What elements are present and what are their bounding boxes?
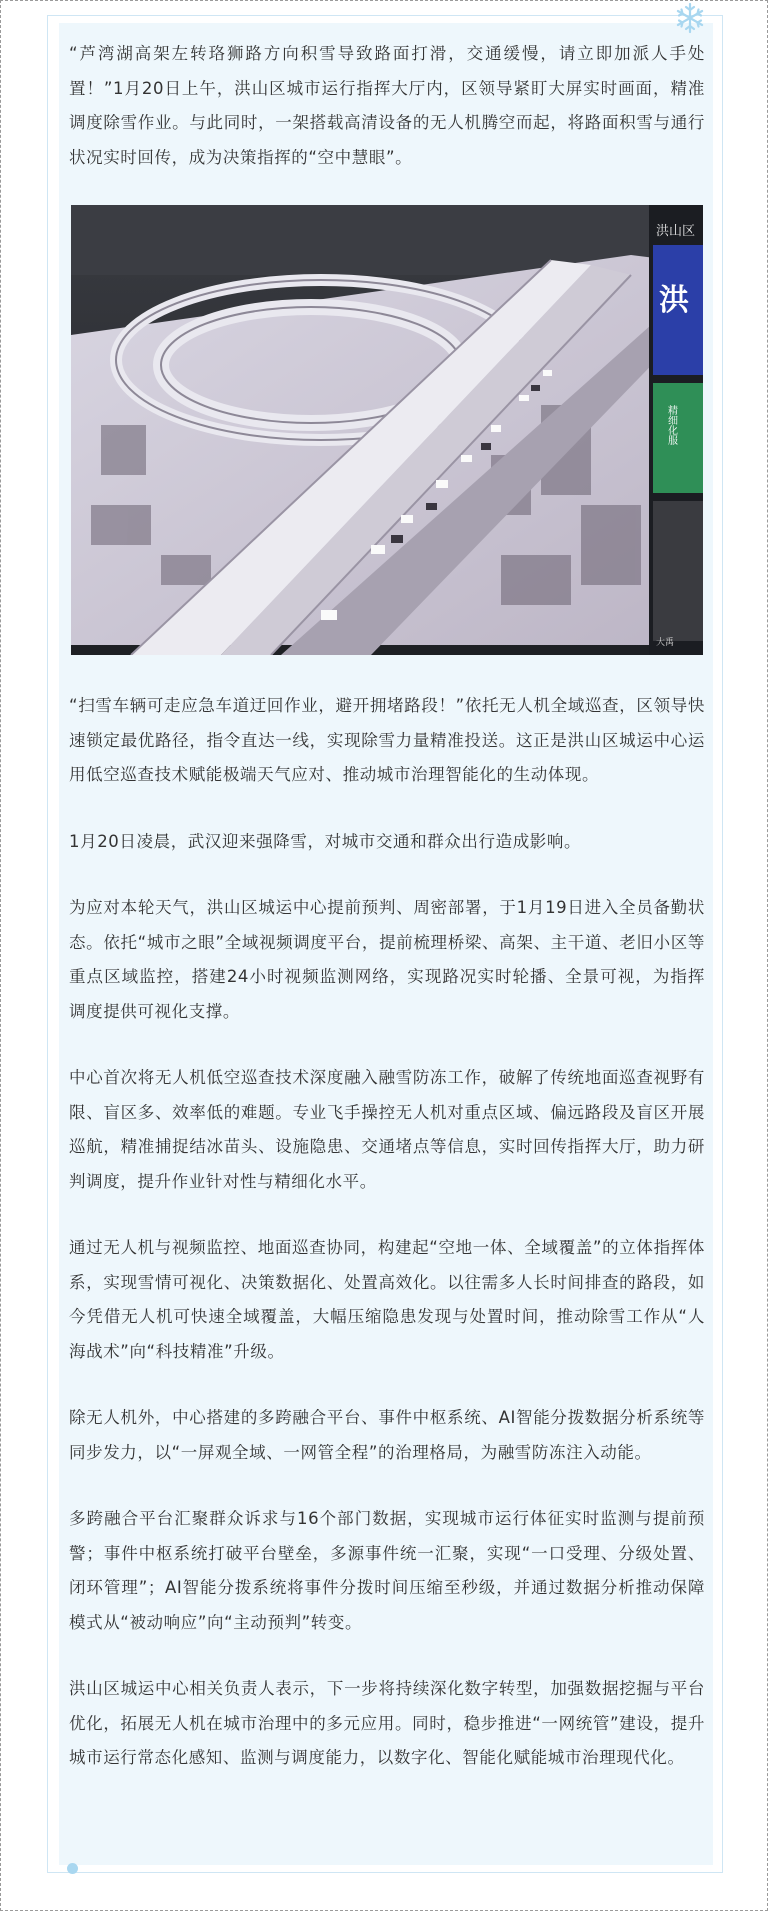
paragraph-9: 洪山区城运中心相关负责人表示，下一步将持续深化数字转型，加强数据挖掘与平台优化，拓展无人机在城市治理中的多元应用。同时，稳步推进“一网统管”建设，提升城市运行常态化感知、监测与调度能力，以数字化、智能化赋能城市治理现代化。: [69, 1679, 705, 1767]
corner-mark: 大禹: [656, 637, 675, 647]
paragraph-7: 除无人机外，中心搭建的多跨融合平台、事件中枢系统、AI智能分拨数据分析系统等同步发力，以“一屏观全域、一网管全程”的治理格局，为融雪防冻注入动能。: [69, 1408, 705, 1462]
article-content: [69, 37, 705, 1776]
drone-aerial-photo: [71, 205, 703, 655]
paragraph-2: “扫雪车辆可走应急车道迂回作业，避开拥堵路段！”依托无人机全域巡查，区领导快速锁定最优路径，指令直达一线，实现除雪力量精准投送。这正是洪山区城运中心运用低空巡查技术赋能极端天气应对、推动城市治理智能化的生动体现。: [69, 696, 705, 784]
paragraph-8: 多跨融合平台汇聚群众诉求与16个部门数据，实现城市运行体征实时监测与提前预警；事件中枢系统打破平台壁垒，多源事件统一汇聚，实现“一口受理、分级处置、闭环管理”；AI智能分拨系统将事件分拨时间压缩至秒级，并通过数据分析推动保障模式从“被动响应”向“主动预判”转变。: [69, 1509, 705, 1632]
screen-label-top: 洪山区: [656, 223, 696, 238]
paragraph-6: 通过无人机与视频监控、地面巡查协同，构建起“空地一体、全域覆盖”的立体指挥体系，实现雪情可视化、决策数据化、处置高效化。以往需多人长时间排查的路段，如今凭借无人机可快速全域覆盖，大幅压缩隐患发现与处置时间，推动除雪工作从“人海战术”向“科技精准”升级。: [69, 1238, 705, 1361]
paragraph-5: 中心首次将无人机低空巡查技术深度融入融雪防冻工作，破解了传统地面巡查视野有限、盲区多、效率低的难题。专业飞手操控无人机对重点区域、偏远路段及盲区开展巡航，精准捕捉结冰苗头、设施隐患、交通堵点等信息，实时回传指挥大厅，助力研判调度，提升作业针对性与精细化水平。: [69, 1068, 705, 1191]
snowflake-icon: [673, 1, 707, 35]
paragraph-1: “芦湾湖高架左转珞狮路方向积雪导致路面打滑，交通缓慢，请立即加派人手处置！”1月20日上午，洪山区城市运行指挥大厅内，区领导紧盯大屏实时画面，精准调度除雪作业。与此同时，一架搭载高清设备的无人机腾空而起，将路面积雪与通行状况实时回传，成为决策指挥的“空中慧眼”。: [69, 44, 705, 167]
paragraph-3: 1月20日凌晨，武汉迎来强降雪，对城市交通和群众出行造成影响。: [69, 831, 582, 851]
photo-illustration: [71, 205, 703, 655]
screen-label-side: 精细化服: [665, 405, 677, 445]
decorative-dot: [67, 1863, 78, 1874]
screen-label-big: 洪: [659, 284, 689, 317]
paragraph-4: 为应对本轮天气，洪山区城运中心提前预判、周密部署，于1月19日进入全员备勤状态。依托“城市之眼”全域视频调度平台，提前梳理桥梁、高架、主干道、老旧小区等重点区域监控，搭建24小时视频监测网络，实现路况实时轮播、全景可视，为指挥调度提供可视化支撑。: [69, 898, 705, 1021]
